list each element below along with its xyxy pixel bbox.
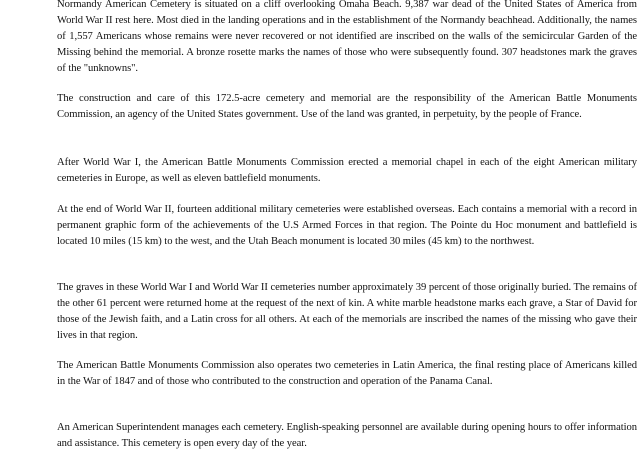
paragraph-latin-america: The American Battle Monuments Commission also operates two cemeteries in Latin America, the final resting place of Americans killed in the War of 1847 and of those who contributed to the construction and operation of the Panama Canal. xyxy=(57,360,637,387)
paragraph-world-war-one: After World War I, the American Battle Monuments Commission erected a memorial chapel in each of the eight American military cemeteries in Europe, as well as eleven battlefield monuments. xyxy=(57,157,637,184)
paragraph-cemetery-overview: Normandy American Cemetery is situated on a cliff overlooking Omaha Beach. 9,387 war dead of the United States of America from World War II rest here. Most died in the landing operations and in the establishment of the Normandy beachhead. Additionally, the names of 1,557 Americans whose remains were never recovered or not identified are inscribed on the walls of the semicircular Garden of the Missing behind the memorial. A bronze rosette marks the names of those who were subsequently found. 307 headstones mark the graves of the "unknowns". xyxy=(57,0,637,74)
paragraph-superintendent: An American Superintendent manages each cemetery. English-speaking personnel are available during opening hours to offer information and assistance. This cemetery is open every day of the year. xyxy=(57,422,637,449)
paragraph-construction-care: The construction and care of this 172.5-acre cemetery and memorial are the responsibility of the American Battle Monuments Commission, an agency of the United States government. Use of the land was granted, in perpetuity, by the people of France. xyxy=(57,93,637,120)
paragraph-graves: The graves in these World War I and World War II cemeteries number approximately 39 percent of those originally buried. The remains of the other 61 percent were returned home at the request of the next of kin. A white marble headstone marks each grave, a Star of David for those of the Jewish faith, and a Latin cross for all others. At each of the memorials are inscribed the names of the missing who gave their lives in that region. xyxy=(57,282,637,341)
paragraph-world-war-two: At the end of World War II, fourteen additional military cemeteries were established overseas. Each contains a memorial with a record in permanent graphic form of the achievements of the U.S Armed Forces in that region. The Pointe du Hoc monument and battlefield is located 10 miles (15 km) to the west, and the Utah Beach monument is located 30 miles (45 km) to the northwest. xyxy=(57,204,637,247)
